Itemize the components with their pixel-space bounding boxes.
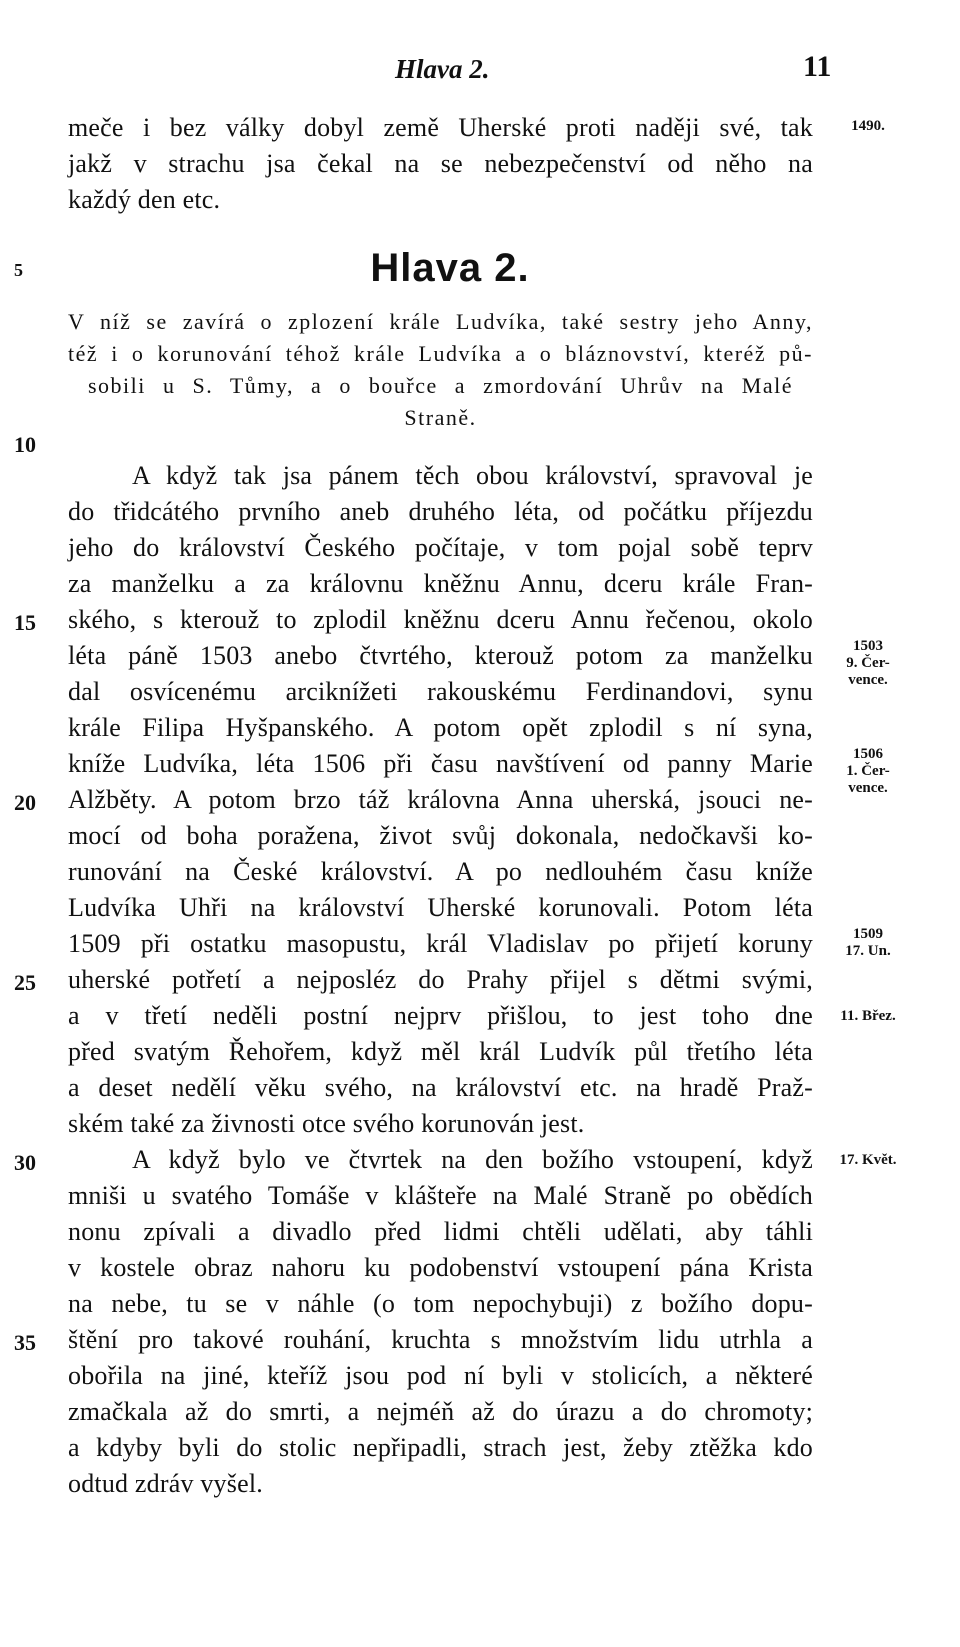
body-line: 1509 při ostatku masopustu, král Vladislav po přijetí koruny	[68, 929, 813, 958]
body-line: jeho do království Českého počítaje, v tom pojal sobě teprv	[68, 533, 813, 562]
margin-note	[818, 1008, 918, 1025]
line-number: 35	[14, 1330, 36, 1355]
margin-note	[818, 746, 918, 797]
margin-note	[818, 118, 918, 135]
margin-note	[818, 1152, 918, 1169]
margin-note-date: 17. Květ.	[839, 1152, 897, 1168]
body-line: uherské potřetí a nejposléz do Prahy přijel s dětmi svými,	[68, 965, 813, 994]
margin-note-date: 1. Čer- vence.	[846, 763, 890, 796]
margin-note-date: 17. Un.	[845, 943, 891, 959]
line-number: 15	[14, 610, 36, 635]
intro-line: meče i bez války dobyl země Uherské proti naději své, tak	[68, 113, 813, 142]
body-line: štění pro takové rouhání, kruchta s množstvím lidu utrhla a	[68, 1325, 813, 1354]
body-line: mocí od boha poražena, život svůj dokonala, nedočkavši ko-	[68, 821, 813, 850]
body-line: Ludvíka Uhři na království Uherské korunovali. Potom léta	[68, 893, 813, 922]
line-number: 10	[14, 432, 36, 457]
intro-line: každý den etc.	[68, 185, 221, 214]
margin-note-year: 1490.	[851, 118, 885, 134]
body-line: kníže Ludvíka, léta 1506 při času navštívení od panny Marie	[68, 749, 813, 778]
body-line: a deset nedělí věku svého, na království etc. na hradě Praž-	[68, 1073, 813, 1102]
body-line: ského, s kterouž to zplodil kněžnu dceru Annu řečenou, okolo	[68, 605, 813, 634]
intro-line: jakž v strachu jsa čekal na se nebezpečenství od něho na	[68, 149, 813, 178]
summary-line: Straně.	[404, 405, 477, 430]
body-line: obořila na jiné, kteříž jsou pod ní byli v stolicích, a některé	[68, 1361, 813, 1390]
margin-note-year: 1506	[853, 746, 883, 762]
body-line: a kdyby byli do stolic nepřipadli, strach jest, žeby ztěžka kdo	[68, 1433, 813, 1462]
body-line: na nebe, tu se v náhle (o tom nepochybuji) z božího dopu-	[68, 1289, 813, 1318]
line-number: 5	[14, 260, 23, 280]
body-line: nonu zpívali a divadlo před lidmi chtěli udělati, aby táhli	[68, 1217, 813, 1246]
margin-note-date: 11. Břez.	[840, 1008, 896, 1024]
summary-line: V níž se zavírá o zplození krále Ludvíka, také sestry jeho Anny,	[68, 309, 813, 334]
body-line: ském také za živnosti otce svého korunován jest.	[68, 1109, 585, 1138]
page-number: 11	[803, 50, 832, 83]
body-line: dal osvícenému arciknížeti rakouskému Ferdinandovi, synu	[68, 677, 813, 706]
body-line: A když bylo ve čtvrtek na den božího vstoupení, když	[132, 1145, 813, 1174]
body-line: A když tak jsa pánem těch obou království, spravoval je	[132, 461, 813, 490]
body-line: mniši u svatého Tomáše v klášteře na Malé Straně po obědích	[68, 1181, 813, 1210]
margin-note	[818, 926, 918, 960]
summary-line: též i o korunování téhož krále Ludvíka a o bláznovství, kteréž pů-	[68, 341, 813, 366]
margin-note-date: 9. Čer- vence.	[846, 655, 890, 688]
body-line: odtud zdráv vyšel.	[68, 1469, 263, 1498]
line-number: 20	[14, 790, 36, 815]
chapter-heading: Hlava 2.	[370, 246, 530, 290]
body-line: zmačkala až do smrti, a nejméň až do úrazu a do chromoty;	[68, 1397, 813, 1426]
body-line: před svatým Řehořem, když měl král Ludvík půl třetího léta	[68, 1037, 813, 1066]
body-line: v kostele obraz nahoru ku podobenství vstoupení pána Krista	[68, 1253, 813, 1282]
body-line: léta páně 1503 anebo čtvrtého, kterouž potom za manželku	[68, 641, 813, 670]
margin-note-year: 1503	[853, 638, 883, 654]
body-line: a v třetí neděli postní nejprv přišlou, to jest toho dne	[68, 1001, 813, 1030]
margin-note	[818, 638, 918, 689]
margin-note-year: 1509	[853, 926, 883, 942]
body-line: za manželku a za královnu kněžnu Annu, dceru krále Fran-	[68, 569, 813, 598]
running-title: Hlava 2.	[395, 54, 490, 84]
summary-line: sobili u S. Tůmy, a o bouřce a zmordování Uhrův na Malé	[88, 373, 793, 398]
line-number: 30	[14, 1150, 36, 1175]
body-line: runování na České království. A po nedlouhém času kníže	[68, 857, 813, 886]
body-line: Alžběty. A potom brzo táž královna Anna uherská, jsouci ne-	[68, 785, 813, 814]
body-line: krále Filipa Hyšpanského. A potom opět zplodil s ní syna,	[68, 713, 813, 742]
line-number: 25	[14, 970, 36, 995]
body-line: do třidcátého prvního aneb druhého léta, od počátku příjezdu	[68, 497, 813, 526]
